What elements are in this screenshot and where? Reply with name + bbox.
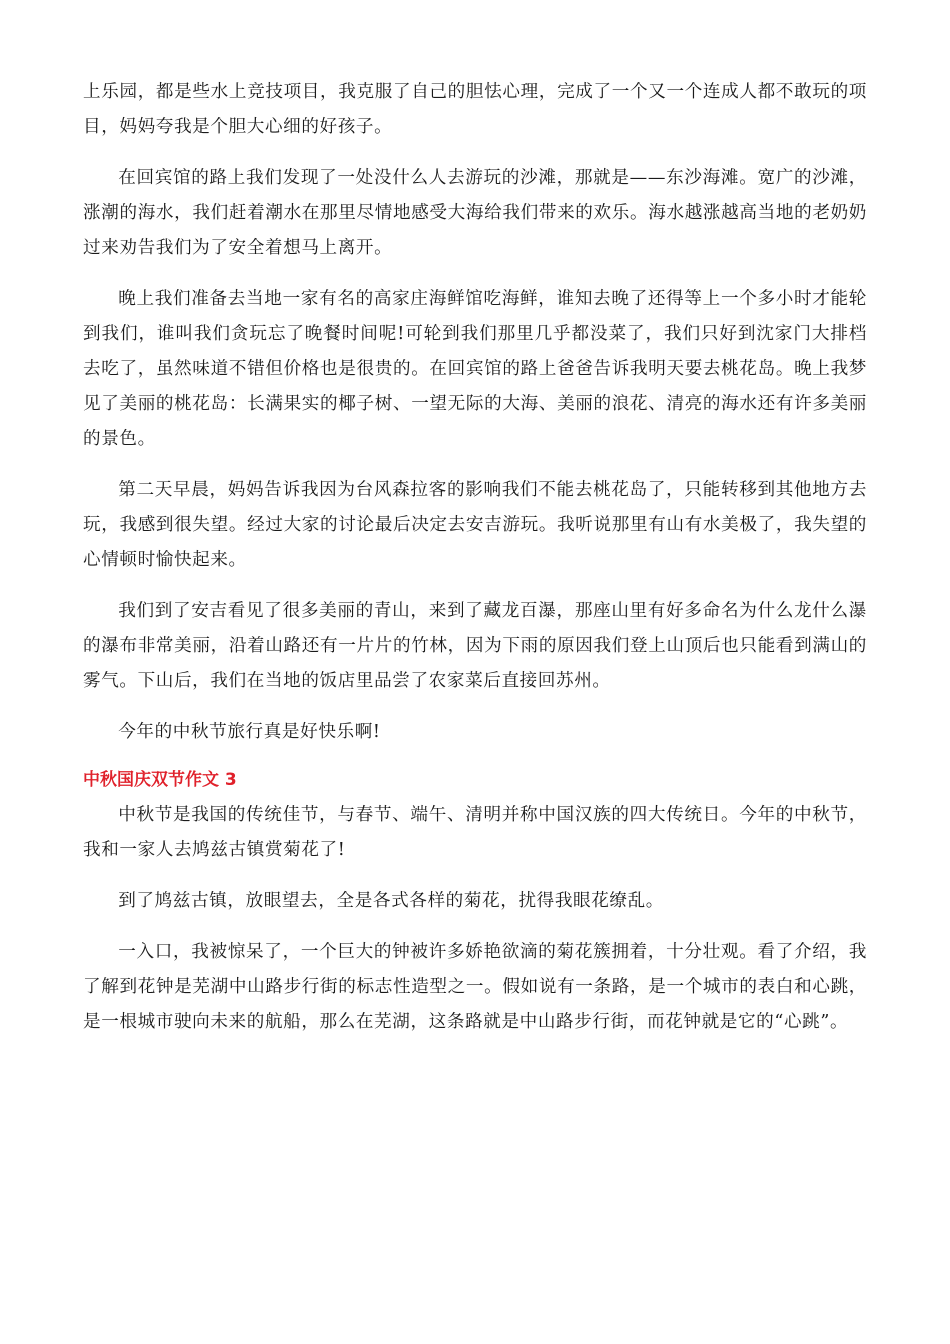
paragraph-flower-clock: 一入口，我被惊呆了，一个巨大的钟被许多娇艳欲滴的菊花簇拥着，十分壮观。看了介绍，我了解到花钟是芜湖中山路步行街的标志性造型之一。假如说有一条路，是一个城市的表白和心跳，是一根城市驶向未来的航船，那么在芜湖，这条路就是中山路步行街，而花钟就是它的“心跳”。 [83, 942, 867, 1032]
essay-heading: 中秋国庆双节作文 3 [83, 770, 237, 790]
paragraph-intro: 中秋节是我国的传统佳节，与春节、端午、清明并称中国汉族的四大传统日。今年的中秋节，我和一家人去鸠兹古镇赏菊花了! [83, 805, 867, 860]
document-page [83, 75, 867, 1056]
paragraph-next-morning: 第二天早晨，妈妈告诉我因为台风森拉客的影响我们不能去桃花岛了，只能转移到其他地方去玩，我感到很失望。经过大家的讨论最后决定去安吉游玩。我听说那里有山有水美极了，我失望的心情顿时愉快起来。 [83, 480, 867, 570]
paragraph-continued: 上乐园，都是些水上竞技项目，我克服了自己的胆怯心理，完成了一个又一个连成人都不敢玩的项目，妈妈夸我是个胆大心细的好孩子。 [83, 82, 867, 137]
paragraph-arrival: 到了鸠兹古镇，放眼望去，全是各式各样的菊花，扰得我眼花缭乱。 [118, 891, 665, 911]
paragraph-conclusion: 今年的中秋节旅行真是好快乐啊! [118, 722, 381, 742]
paragraph-beach: 在回宾馆的路上我们发现了一处没什么人去游玩的沙滩，那就是——东沙海滩。宽广的沙滩，涨潮的海水，我们赶着潮水在那里尽情地感受大海给我们带来的欢乐。海水越涨越高当地的老奶奶过来劝告我们为了安全着想马上离开。 [83, 168, 867, 258]
paragraph-anji: 我们到了安吉看见了很多美丽的青山，来到了藏龙百瀑，那座山里有好多命名为什么龙什么瀑的瀑布非常美丽，沿着山路还有一片片的竹林，因为下雨的原因我们登上山顶后也只能看到满山的雾气。下山后，我们在当地的饭店里品尝了农家菜后直接回苏州。 [83, 601, 867, 691]
paragraph-dinner: 晚上我们准备去当地一家有名的高家庄海鲜馆吃海鲜，谁知去晚了还得等上一个多小时才能轮到我们，谁叫我们贪玩忘了晚餐时间呢!可轮到我们那里几乎都没菜了，我们只好到沈家门大排档去吃了，虽然味道不错但价格也是很贵的。在回宾馆的路上爸爸告诉我明天要去桃花岛。晚上我梦见了美丽的桃花岛：长满果实的椰子树、一望无际的大海、美丽的浪花、清亮的海水还有许多美丽的景色。 [83, 289, 867, 449]
